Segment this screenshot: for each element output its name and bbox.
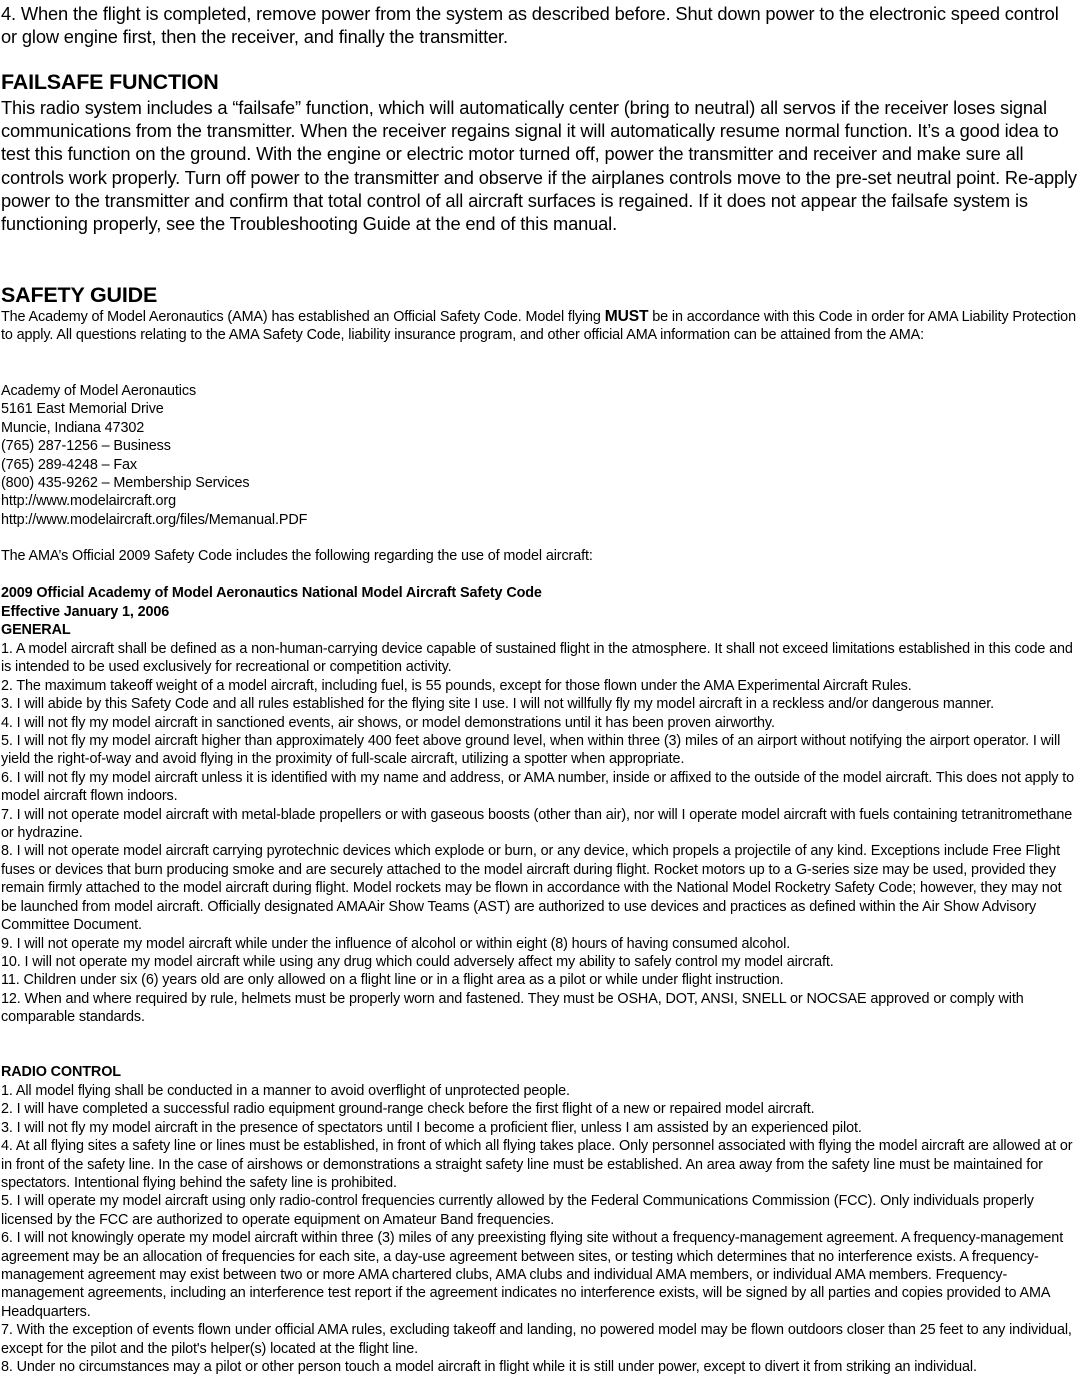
radio-control-heading: RADIO CONTROL [1, 1064, 121, 1080]
general-rule: 6. I will not fly my model aircraft unless it is identified with my name and address, or AMA number, inside or affixed to the outside of the model aircraft. This does not apply to model aircraft flown indoors. [1, 769, 1075, 805]
address-line: 5161 East Memorial Drive [1, 401, 164, 418]
address-line: (765) 287-1256 – Business [1, 438, 171, 455]
radio-rule: 6. I will not knowingly operate my model aircraft within three (3) miles of any preexisting flying site without a frequency-management agreement. A frequency-management agreement may be an allocation of frequencies for each site, a day-use agreement between sites, or testing which determines that no interference exists. A frequency-management agreement may exist between two or more AMA chartered clubs, AMA clubs and individual AMA members, or individual AMA members. Frequency-management agreements, including an interference test report if the agreement indicates no interference exists, will be signed by all parties and copies provided to AMA Headquarters. [1, 1230, 1064, 1320]
general-heading: GENERAL [1, 622, 71, 638]
failsafe-heading: FAILSAFE FUNCTION [1, 70, 219, 94]
radio-rule: 8. Under no circumstances may a pilot or other person touch a model aircraft in flight while it is still under power, except to divert it from striking an individual. [1, 1359, 977, 1376]
safety-intro-b: be in accordance with this Code in order for AMA Liability Protection to apply. All questions relating to the AMA Safety Code, liability insurance program, and other official AMA information can be attained from the AMA: [1, 309, 1076, 344]
radio-rule: 3. I will not fly my model aircraft in the presence of spectators until I become a proficient flier, unless I am assisted by an experienced pilot. [1, 1119, 862, 1136]
general-rule: 10. I will not operate my model aircraft while using any drug which could adversely affect my ability to safely control my model aircraft. [1, 953, 834, 970]
general-rule: 12. When and where required by rule, helmets must be properly worn and fastened. They must be OSHA, DOT, ANSI, SNELL or NOCSAE approved or comply with comparable standards. [1, 990, 1024, 1026]
general-rule: 5. I will not fly my model aircraft higher than approximately 400 feet above ground level, when within three (3) miles of an airport without notifying the airport operator. I will yield the right-of-way and avoid flying in the proximity of full-scale aircraft, utilizing a spotter when appropriate. [1, 733, 1061, 768]
general-rule: 3. I will abide by this Safety Code and all rules established for the flying site I use. I will not willfully fly my model aircraft in a reckless and/or dangerous manner. [1, 696, 995, 713]
address-line: Academy of Model Aeronautics [1, 383, 197, 399]
radio-rule: 2. I will have completed a successful radio equipment ground-range check before the first flight of a new or repaired model aircraft. [1, 1101, 815, 1118]
safety-intro-a: The Academy of Model Aeronautics (AMA) has established an Official Safety Code. Model flying [1, 309, 605, 325]
general-rule: 7. I will not operate model aircraft with metal-blade propellers or with gaseous boosts (other than air), nor will I operate model aircraft with fuels containing tetranitromethane or hydrazine. [1, 806, 1073, 842]
address-line: (800) 435-9262 – Membership Services [1, 475, 250, 492]
general-rule: 1. A model aircraft shall be defined as a non-human-carrying device capable of sustained flight in the atmosphere. It shall not exceed limitations established in this code and is intended to be used exclusively for recreational or competition activity. [1, 641, 1073, 676]
radio-rule: 7. With the exception of events flown under official AMA rules, excluding takeoff and landing, no powered model may be flown outdoors closer than 25 feet to any individual, except for the pilot and the pilot's helper(s) located at the flight line. [1, 1322, 1072, 1357]
address-line: Muncie, Indiana 47302 [1, 419, 145, 436]
radio-rule: 4. At all flying sites a safety line or lines must be established, in front of which all flying takes place. Only personnel associated with flying the model aircraft are allowed at or in front of the safety line. In the case of airshows or demonstrations a straight safety line must be established. An area away from the safety line must be maintained for spectators. Intentional flying behind the safety line is prohibited. [1, 1138, 1073, 1192]
safety-intro-paragraph [1, 308, 1079, 345]
general-rule: 9. I will not operate my model aircraft while under the influence of alcohol or within eight (8) hours of having consumed alcohol. [1, 935, 791, 952]
address-line: (765) 289-4248 – Fax [1, 456, 137, 473]
step-4-paragraph: 4. When the flight is completed, remove power from the system as described before. Shut down power to the electronic speed control or glow engine first, then the receiver, and finally the transmitter. [1, 3, 1059, 48]
general-rule: 11. Children under six (6) years old are only allowed on a flight line or in a flight area as a pilot or while under flight instruction. [1, 972, 784, 989]
code-title: 2009 Official Academy of Model Aeronautics National Model Aircraft Safety Code [1, 585, 542, 601]
general-rules-list [1, 640, 1079, 1027]
ama-address-block [1, 382, 1001, 529]
radio-rules-list [1, 1082, 1079, 1377]
website-link[interactable]: http://www.modelaircraft.org [1, 493, 176, 510]
general-rule: 2. The maximum takeoff weight of a model aircraft, including fuel, is 55 pounds, except for those flown under the AMA Experimental Aircraft Rules. [1, 677, 912, 694]
code-intro-text: The AMA’s Official 2009 Safety Code includes the following regarding the use of model aircraft: [1, 548, 593, 564]
safety-guide-heading: SAFETY GUIDE [1, 283, 158, 307]
radio-rule: 5. I will operate my model aircraft using only radio-control frequencies currently allowed by the Federal Communications Commission (FCC). Only individuals properly licensed by the FCC are authorized to operate equipment on Amateur Band frequencies. [1, 1193, 1034, 1228]
failsafe-paragraph: This radio system includes a “failsafe” function, which will automatically center (bring to neutral) all servos if the receiver loses signal communications from the transmitter. When the receiver regains signal it will automatically resume normal function. It’s a good idea to test this function on the ground. With the engine or electric motor turned off, power the transmitter and receiver and make sure all controls work properly. Turn off power to the transmitter and observe if the airplanes controls move to the pre-set neutral point. Re-apply power to the transmitter and confirm that total control of all aircraft surfaces is regained. If it does not appear the failsafe system is functioning properly, see the Troubleshooting Guide at the end of this manual. [1, 97, 1077, 235]
general-rule: 8. I will not operate model aircraft carrying pyrotechnic devices which explode or burn, or any device, which propels a projectile of any kind. Exceptions include Free Flight fuses or devices that burn producing smoke and are securely attached to the model aircraft during flight. Rocket motors up to a G-series size may be used, provided they remain firmly attached to the model aircraft during flight. Model rockets may be flown in accordance with the National Model Rocketry Safety Code; however, they may not be launched from model aircraft. Officially designated AMAAir Show Teams (AST) are authorized to use devices and practices as defined within the Air Show Advisory Committee Document. [1, 843, 1062, 934]
radio-rule: 1. All model flying shall be conducted in a manner to avoid overflight of unprotected people. [1, 1083, 570, 1099]
manual-pdf-link[interactable]: http://www.modelaircraft.org/files/Memanual.PDF [1, 511, 308, 528]
general-rule: 4. I will not fly my model aircraft in sanctioned events, air shows, or model demonstrations until it has been proven airworthy. [1, 714, 775, 731]
code-effective-date: Effective January 1, 2006 [1, 604, 170, 620]
safety-intro-must: MUST [604, 308, 649, 325]
